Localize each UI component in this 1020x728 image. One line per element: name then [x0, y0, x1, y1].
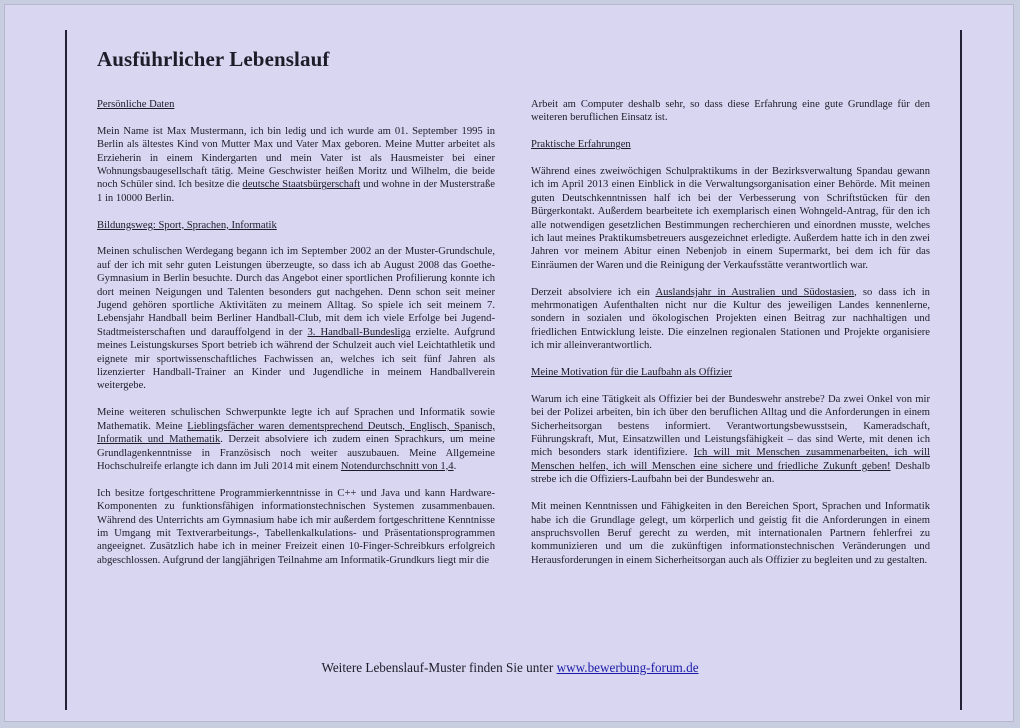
text: erzielte. Aufgrund meines Leistungskurses Sport betrieb ich während der Schulzeit auch viel Leichtathletik und eignete mir sportwissenschaftliches Fachwissen an, welches ich seit fünf Jahren als lizenzierter Handball-Trainer an Kinder und Jugendliche in meinem Handballverein weitergebe. [97, 326, 496, 392]
section-heading-practice: Praktische Erfahrungen [531, 139, 631, 151]
text: Meine weiteren schulischen Schwerpunkte legte ich auf Sprachen und Informatik sowie Mathematik. Meine [97, 407, 495, 432]
paragraph-abroad [531, 286, 930, 353]
text: und wohne in der Musterstraße 1 in 10000 Berlin. [97, 179, 495, 204]
right-border-line [960, 30, 962, 710]
right-column [531, 98, 930, 581]
footer-text: Weitere Lebenslauf-Muster finden Sie unter [321, 660, 557, 675]
footer-website-link[interactable]: www.bewerbung-forum.de [556, 660, 699, 675]
text: . [453, 460, 457, 472]
text: Warum ich eine Tätigkeit als Offizier bei der Bundeswehr anstrebe? Da zwei Onkel von mir bei der Polizei arbeiten, bin ich über den beruflichen Alltag und die Anforderungen in einem Sicherheitsorgan bestens informiert. Verantwortungsbewusstsein, Kameradschaft, Führungskraft, Mut, Einsatzwillen und Leistungsfähigkeit – das sind Werte, mit denen ich mich besonders stark identifiziere. [531, 393, 930, 459]
grade-average-link: Notendurchschnitt von 1,4 [340, 460, 454, 472]
section-heading-education: Bildungsweg: Sport, Sprachen, Informatik [97, 219, 277, 231]
bundesliga-link: 3. Handball-Bundesliga [307, 326, 411, 338]
section-heading-personal: Persönliche Daten [97, 99, 175, 110]
paragraph-it-skills: Ich besitze fortgeschrittene Programmierkenntnisse in C++ und Java und kann Hardware-Komponenten zu funktionsfähigen informationstechnischen Systemen zusammenbauen. Während des Unterrichts am Gymnasium habe ich mir außerdem fortgeschrittene Kenntnisse im Umgang mit Textverarbeitungs-, Tabellenkalkulations- und Präsentationsprogrammen angeeignet. Zusätzlich habe ich in meiner Freizeit einen 10-Finger-Schreibkurs erfolgreich abgeschlossen. Aufgrund der langjährigen Teilnahme am Informatik-Grundkurs liegt mir die [97, 487, 495, 566]
text: , so dass ich in mehrmonatigen Aufenthalten nicht nur die Kultur des jeweiligen Landes kennenlerne, sondern in sozialen und ökologischen Projekten einen Beitrag zur nachhaltigen und friedlichen Entwicklung leiste. Die einzelnen regionalen Stationen und Projekte organisiere ich mir alleinverantwortlich. [531, 286, 930, 352]
abroad-year-link: Auslandsjahr in Australien und Südostasien [655, 286, 855, 298]
favorite-subjects-link: Lieblingsfächer waren dementsprechend Deutsch, Englisch, Spanisch, Informatik und Mathematik [97, 420, 495, 446]
text: Deshalb strebe ich die Offiziers-Laufbahn bei der Bundeswehr an. [531, 460, 930, 486]
text: Derzeit absolviere ich ein [531, 286, 656, 298]
footer-note [5, 660, 1015, 676]
document-title: Ausführlicher Lebenslauf [97, 47, 330, 71]
text: Mein Name ist Max Mustermann, ich bin ledig und ich wurde am 01. September 1995 in Berlin als ältestes Kind von Mutter Max und Vater Max geboren. Meine Mutter arbeitet als Erzieherin in einem Kindergarten und mein Vater ist als Hausmeister bei einer Wohnungsbaugesellschaft tätig. Meine Geschwister heißen Moritz und Wilhelm, die beide noch Schüler sind. Ich besitze die [97, 125, 495, 191]
left-column [97, 98, 495, 581]
text: . Derzeit absolviere ich zudem einen Sprachkurs, um meine Grundlagenkenntnisse in Französisch noch weiter auszubauen. Meine Allgemeine Hochschulreife erlangte ich dann im Juli 2014 mit einem [97, 434, 495, 472]
paragraph-personal [97, 125, 495, 205]
document-page [4, 4, 1014, 722]
paragraph-practice: Während eines zweiwöchigen Schulpraktikums in der Bezirksverwaltung Spandau gewann ich im April 2013 einen Einblick in die Verwaltungsorganisation einer Behörde. Mit meinen guten Deutschkenntnissen half ich bei der Verbesserung von Schriftstücken für den Bürgerkontakt. Außerdem bearbeitete ich exemplarisch einen Wohngeld-Antrag, für den ich alle notwendigen gesetzlichen Bestimmungen recherchieren und einordnen musste, welches ich laut meines Praktikumsbetreuers ausgezeichnet erledigte. Außerdem hatte ich in den zwei Jahren vor meinem Abitur einen Nebenjob in einem Supermarkt, bei dem ich für das Einräumen der Waren und die Reinigung der Verkaufsstätte verantwortlich war. [531, 166, 930, 271]
paragraph-education [97, 245, 495, 392]
section-heading-motivation: Meine Motivation für die Laufbahn als Offizier [531, 367, 733, 379]
motivation-quote-link: Ich will mit Menschen zusammenarbeiten, ich will Menschen helfen, ich will Menschen eine sichere und friedliche Zukunft geben! [531, 447, 930, 472]
paragraph-subjects [97, 406, 495, 473]
paragraph-motivation [531, 393, 930, 487]
paragraph-it-continued: Arbeit am Computer deshalb sehr, so dass diese Erfahrung eine gute Grundlage für den weiteren beruflichen Einsatz ist. [531, 99, 930, 124]
citizenship-link: deutsche Staatsbürgerschaft [242, 179, 361, 191]
paragraph-conclusion: Mit meinen Kenntnissen und Fähigkeiten in den Bereichen Sport, Sprachen und Informatik habe ich die Grundlage gelegt, um körperlich und geistig fit die Anforderungen in einem anspruchsvollen Beruf gerecht zu werden, mit internationalen Partnern fehlerfrei zu kommunizieren und um die zukünftigen informationstechnischen Veränderungen und Herausforderungen in einem Sicherheitsorgan auch als Offizier zu begleiten und zu gestalten. [531, 501, 930, 566]
text: Meinen schulischen Werdegang begann ich im September 2002 an der Muster-Grundschule, auf der ich mit sehr guten Leistungen überzeugte, so dass ich ab August 2008 das Goethe-Gymnasium in Berlin besuchte. Durch das Angebot einer sportlichen Profilierung konnte ich dort meinen Neigungen und Talenten besonders gut nachgehen. Denn schon seit meiner Jugend gehören sportliche Aktivitäten zu meinem Alltag. So spiele ich seit meinem 7. Lebensjahr Handball beim Berliner Handball-Club, mit dem ich viele Erfolge bei Jugend-Stadtmeisterschaften und darauffolgend in der [97, 246, 495, 338]
left-border-line [65, 30, 67, 710]
